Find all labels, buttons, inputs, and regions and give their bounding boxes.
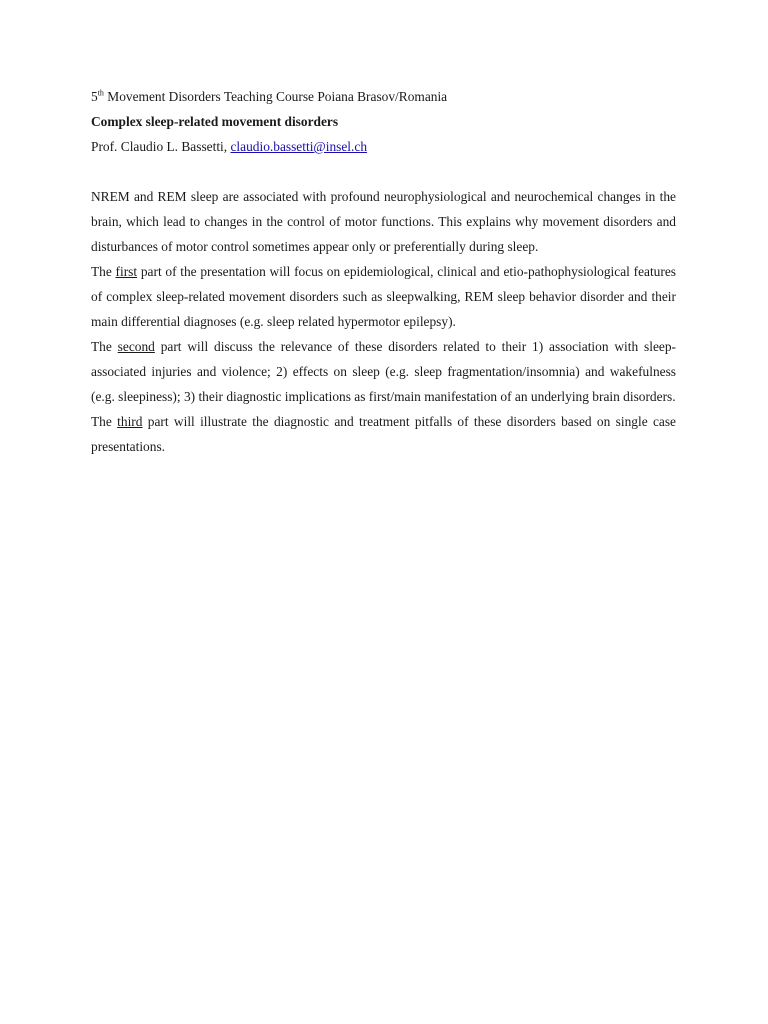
author-line [91,134,676,159]
underlined-first: first [115,264,138,279]
course-ordinal-suffix: th [97,88,104,98]
paragraph-second-text: part will discuss the relevance of these disorders related to their 1) association with sleep-associated injuries and violence; 2) effects on sleep (e.g. sleep fragmentation/insomnia) and wakefulness (e.g. sleepiness); 3) their diagnostic implications as first/main manifestation of an underlying brain disorders. [91,339,676,404]
document-content [91,84,676,459]
paragraph-second-part [91,334,676,409]
paragraph-third-text: part will illustrate the diagnostic and treatment pitfalls of these disorders based on single case presentations. [91,414,676,454]
paragraph-intro: NREM and REM sleep are associated with profound neurophysiological and neurochemical changes in the brain, which lead to changes in the control of motor functions. This explains why movement disorders and disturbances of motor control sometimes appear only or preferentially during sleep. [91,189,676,254]
paragraph-first-part [91,259,676,334]
underlined-third: third [117,414,143,429]
blank-line [91,159,676,184]
author-name: Prof. Claudio L. Bassetti, [91,139,231,154]
paragraph-first-lead: The [91,264,116,279]
paragraph-second-lead: The [91,339,118,354]
paragraph-third-part [91,409,676,459]
course-heading [91,84,676,109]
underlined-second: second [117,339,155,354]
course-number: 5 [91,89,98,104]
document-title: Complex sleep-related movement disorders [91,114,339,129]
author-email-link[interactable]: claudio.bassetti@insel.ch [230,139,368,154]
paragraph-first-text: part of the presentation will focus on epidemiological, clinical and etio-pathophysiological features of complex sleep-related movement disorders such as sleepwalking, REM sleep behavior disorder and their main differential diagnoses (e.g. sleep related hypermotor epilepsy). [91,264,676,329]
paragraph-third-lead: The [91,414,118,429]
course-name: Movement Disorders Teaching Course Poiana Brasov/Romania [103,89,448,104]
